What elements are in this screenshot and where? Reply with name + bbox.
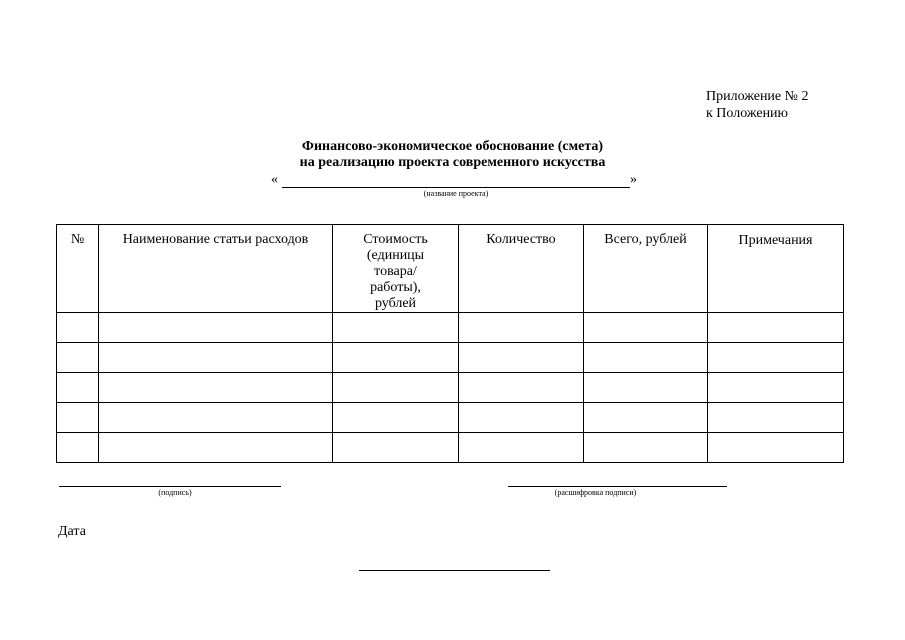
table-cell[interactable] [584, 343, 708, 373]
date-label: Дата [58, 524, 86, 539]
table-cell[interactable] [584, 313, 708, 343]
table-row [57, 373, 844, 403]
table-cell[interactable] [99, 343, 333, 373]
table-cell[interactable] [99, 433, 333, 463]
appendix-reference: к Положению [706, 106, 789, 121]
header-unit-cost-text: Стоимость (единицы товара/работы), рублей [363, 232, 428, 311]
budget-table [56, 224, 844, 463]
signature-decoding-line [508, 486, 727, 487]
header-notes [708, 225, 844, 313]
table-cell[interactable] [333, 403, 459, 433]
signature-decoding-caption: (расшифровка подписи) [554, 488, 637, 497]
table-cell[interactable] [459, 313, 584, 343]
table-cell[interactable] [459, 433, 584, 463]
table-cell[interactable] [584, 373, 708, 403]
table-cell[interactable] [708, 343, 844, 373]
signature-caption: (подпись) [158, 488, 192, 497]
header-total: Всего, рублей [584, 225, 708, 313]
table-cell[interactable] [584, 403, 708, 433]
table-cell[interactable] [708, 403, 844, 433]
table-row [57, 433, 844, 463]
table-cell[interactable] [333, 433, 459, 463]
table-cell[interactable] [57, 313, 99, 343]
table-cell[interactable] [57, 403, 99, 433]
table-header-row [57, 225, 844, 313]
project-name-line [282, 187, 630, 188]
table-cell[interactable] [99, 403, 333, 433]
table-cell[interactable] [708, 373, 844, 403]
header-number: № [57, 225, 99, 313]
table-cell[interactable] [708, 313, 844, 343]
table-cell[interactable] [57, 433, 99, 463]
appendix-note [706, 88, 809, 122]
table-cell[interactable] [99, 373, 333, 403]
document-title: Финансово-экономическое обоснование (смета) [301, 139, 604, 154]
header-unit-cost [333, 225, 459, 313]
table-cell[interactable] [459, 343, 584, 373]
table-row [57, 313, 844, 343]
header-expense-item: Наименование статьи расходов [99, 225, 333, 313]
table-cell[interactable] [333, 313, 459, 343]
table-row [57, 343, 844, 373]
table-cell[interactable] [333, 343, 459, 373]
close-quote: » [630, 172, 637, 187]
appendix-number: Приложение № 2 [706, 89, 809, 104]
table-cell[interactable] [459, 373, 584, 403]
table-cell[interactable] [57, 373, 99, 403]
document-subtitle: на реализацию проекта современного искусства [299, 155, 606, 170]
header-notes-text: Примечания [738, 233, 813, 248]
table-cell[interactable] [333, 373, 459, 403]
table-cell[interactable] [584, 433, 708, 463]
date-line [359, 570, 550, 571]
table-cell[interactable] [459, 403, 584, 433]
open-quote: « [271, 172, 278, 187]
table-row [57, 403, 844, 433]
table-cell[interactable] [99, 313, 333, 343]
signature-line [59, 486, 281, 487]
header-quantity: Количество [459, 225, 584, 313]
table-cell[interactable] [708, 433, 844, 463]
table-cell[interactable] [57, 343, 99, 373]
project-name-caption: (название проекта) [423, 189, 489, 198]
